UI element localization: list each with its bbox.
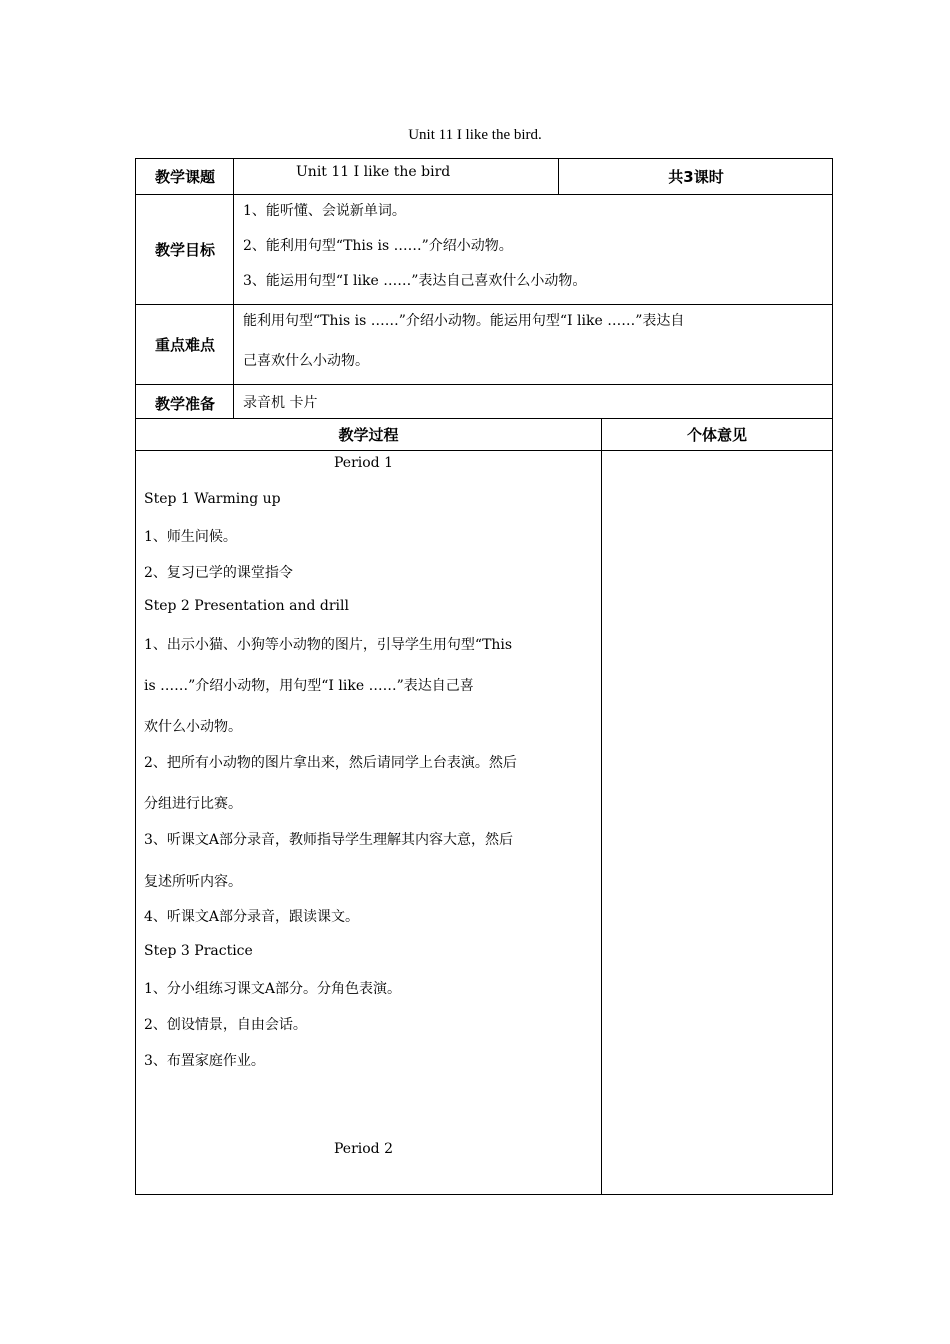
process-line: 2、把所有小动物的图片拿出来，然后请同学上台表演。然后 — [144, 755, 517, 771]
row-objectives — [135, 194, 833, 304]
process-line: 1、分小组练习课文A部分。分角色表演。 — [144, 981, 402, 997]
row-topic — [135, 158, 833, 194]
key-points-content — [234, 305, 832, 384]
process-line: 3、布置家庭作业。 — [144, 1053, 265, 1069]
process-content — [136, 451, 601, 1194]
process-line: 分组进行比赛。 — [144, 796, 242, 812]
period-heading: Period 1 — [334, 455, 393, 471]
hours-value: 共3课时 — [668, 168, 724, 186]
row-preparation — [135, 384, 833, 418]
objectives-content — [234, 195, 832, 304]
process-line: 2、创设情景，自由会话。 — [144, 1017, 307, 1033]
label-key-points: 重点难点 — [154, 336, 215, 354]
label-topic: 教学课题 — [154, 168, 215, 186]
row-key-points — [135, 304, 833, 384]
objective-line: 3、能运用句型“I like ……”表达自己喜欢什么小动物。 — [243, 273, 587, 289]
process-line: Step 2 Presentation and drill — [144, 598, 349, 614]
key-point-line: 能利用句型“This is ……”介绍小动物。能运用句型“I like ……”表达自 — [243, 313, 685, 329]
process-line: 2、复习已学的课堂指令 — [144, 565, 293, 581]
header-opinion: 个体意见 — [686, 426, 747, 444]
opinion-content — [602, 451, 832, 1194]
preparation-text: 录音机 卡片 — [243, 395, 318, 411]
row-process-body — [135, 450, 833, 1195]
topic-value — [234, 159, 558, 194]
row-process-header — [135, 418, 833, 450]
objective-line: 1、能听懂、会说新单词。 — [243, 203, 406, 219]
process-line: Step 3 Practice — [144, 943, 253, 959]
process-line: 4、听课文A部分录音，跟读课文。 — [144, 909, 360, 925]
label-objectives: 教学目标 — [154, 241, 215, 259]
process-line: 复述所听内容。 — [144, 874, 242, 890]
process-line: 3、听课文A部分录音，教师指导学生理解其内容大意，然后 — [144, 832, 514, 848]
header-process: 教学过程 — [338, 426, 399, 444]
period-heading: Period 2 — [334, 1141, 393, 1157]
process-line: 1、出示小猫、小狗等小动物的图片，引导学生用句型“This — [144, 637, 513, 653]
document-title: Unit 11 I like the bird. — [408, 127, 542, 143]
process-line: is ……”介绍小动物，用句型“I like ……”表达自己喜 — [144, 678, 474, 694]
topic-text: Unit 11 I like the bird — [296, 164, 451, 180]
label-preparation: 教学准备 — [154, 395, 215, 413]
objective-line: 2、能利用句型“This is ……”介绍小动物。 — [243, 238, 513, 254]
preparation-content — [234, 385, 832, 418]
process-line: 欢什么小动物。 — [144, 719, 242, 735]
key-point-line: 己喜欢什么小动物。 — [243, 353, 369, 369]
process-line: 1、师生问候。 — [144, 529, 237, 545]
process-line: Step 1 Warming up — [144, 491, 281, 507]
